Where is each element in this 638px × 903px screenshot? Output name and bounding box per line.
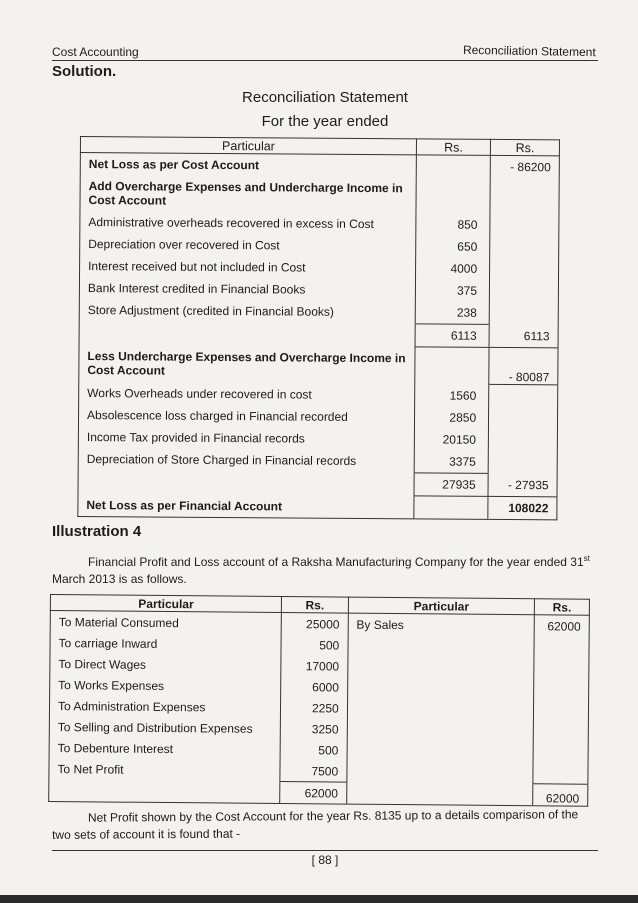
debit-label: To Direct Wages <box>50 653 281 676</box>
table-row <box>80 175 559 214</box>
illustration-title: Illustration 4 <box>52 523 142 540</box>
item-value: 1560 <box>415 384 489 407</box>
less-heading: Less Undercharge Expenses and Overcharge Income in Cost Account <box>79 344 415 383</box>
add-total-rs1: 6113 <box>415 324 489 348</box>
debit-label: To Material Consumed <box>50 611 281 635</box>
item-label: Depreciation over recovered in Cost <box>80 233 416 257</box>
debit-label: To Selling and Distribution Expenses <box>49 716 280 739</box>
item-value: 850 <box>416 213 490 236</box>
table-row <box>79 321 558 347</box>
debit-value: 6000 <box>281 676 348 698</box>
item-label: Income Tax provided in Financial records <box>78 426 414 450</box>
less-total-rs2: - 27935 <box>488 473 557 496</box>
debit-label: To carriage Inward <box>50 632 281 655</box>
item-label: Administrative overheads recovered in excess in Cost <box>80 211 416 235</box>
running-header-right: Reconciliation Statement <box>463 42 597 60</box>
col-rs-left: Rs. <box>282 597 349 614</box>
less-total-rs1: 27935 <box>414 473 488 497</box>
credit-value: 62000 <box>534 615 589 637</box>
item-value: 3375 <box>414 450 488 473</box>
table-row <box>78 448 557 474</box>
item-label: Absolescence loss charged in Financial recorded <box>78 404 414 428</box>
table-row <box>79 344 558 384</box>
solution-label: Solution. <box>52 63 117 80</box>
debit-label: To Works Expenses <box>50 674 281 697</box>
debit-value: 500 <box>281 634 348 656</box>
net-loss-cost-value: - 86200 <box>490 155 559 178</box>
total-left: 62000 <box>280 782 347 805</box>
table-row <box>78 470 557 496</box>
table-row <box>79 299 558 325</box>
col-particular-left: Particular <box>50 595 281 613</box>
item-label: Depreciation of Store Charged in Financial records <box>78 448 414 473</box>
table-row <box>80 153 559 179</box>
item-label: Works Overheads under recovered in cost <box>79 381 415 406</box>
col-rs-right: Rs. <box>535 599 590 615</box>
item-label: Bank Interest credited in Financial Books <box>79 277 415 301</box>
item-label: Interest received but not included in Cost <box>80 255 416 279</box>
item-value: 238 <box>415 301 489 324</box>
debit-label: To Administration Expenses <box>49 695 280 718</box>
item-value: 20150 <box>414 428 488 451</box>
profit-loss-table <box>48 594 590 807</box>
credit-label: By Sales <box>348 613 535 636</box>
col-particular: Particular <box>80 137 416 155</box>
col-rs2: Rs. <box>490 139 559 155</box>
net-loss-fin-value: 108022 <box>488 496 557 519</box>
table-row <box>78 493 557 519</box>
running-header-left: Cost Accounting <box>52 45 139 59</box>
reconciliation-table <box>77 136 560 520</box>
less-subtotal: - 80087 <box>489 347 558 384</box>
illustration-intro: Financial Profit and Loss account of a Raksha Manufacturing Company for the year ended 31st March 2013 is as follows. <box>52 554 590 586</box>
closing-paragraph: Net Profit shown by the Cost Account for the year Rs. 8135 up to a details comparison of the two sets of account it is found that - <box>52 807 579 842</box>
col-rs1: Rs. <box>416 139 490 156</box>
table-row <box>79 381 558 407</box>
debit-label: To Net Profit <box>49 758 280 782</box>
debit-value: 500 <box>280 739 347 761</box>
page-number: [ 88 ] <box>311 853 339 867</box>
add-total-rs2: 6113 <box>489 324 558 347</box>
item-value: 2850 <box>415 406 489 429</box>
col-particular-right: Particular <box>348 597 535 615</box>
item-label: Store Adjustment (credited in Financial Books) <box>79 299 415 324</box>
debit-value: 3250 <box>280 718 347 740</box>
total-right: 62000 <box>533 784 588 806</box>
statement-title: Reconciliation Statement <box>242 89 408 106</box>
debit-label: To Debenture Interest <box>49 737 280 760</box>
net-loss-fin-label: Net Loss as per Financial Account <box>78 493 414 518</box>
statement-subtitle: For the year ended <box>261 113 389 130</box>
debit-value: 7500 <box>280 760 347 782</box>
table-total-row <box>49 779 588 806</box>
debit-value: 17000 <box>281 655 348 677</box>
debit-value: 2250 <box>281 697 348 719</box>
item-value: 4000 <box>416 257 490 280</box>
add-heading: Add Overcharge Expenses and Undercharge Income in Cost Account <box>80 175 416 213</box>
footer-rule <box>52 850 598 851</box>
page-edge-shadow <box>0 895 638 903</box>
item-value: 375 <box>415 279 489 302</box>
debit-value: 25000 <box>281 613 348 635</box>
net-loss-cost-label: Net Loss as per Cost Account <box>80 153 416 178</box>
header-rule <box>52 60 598 61</box>
item-value: 650 <box>416 235 490 258</box>
